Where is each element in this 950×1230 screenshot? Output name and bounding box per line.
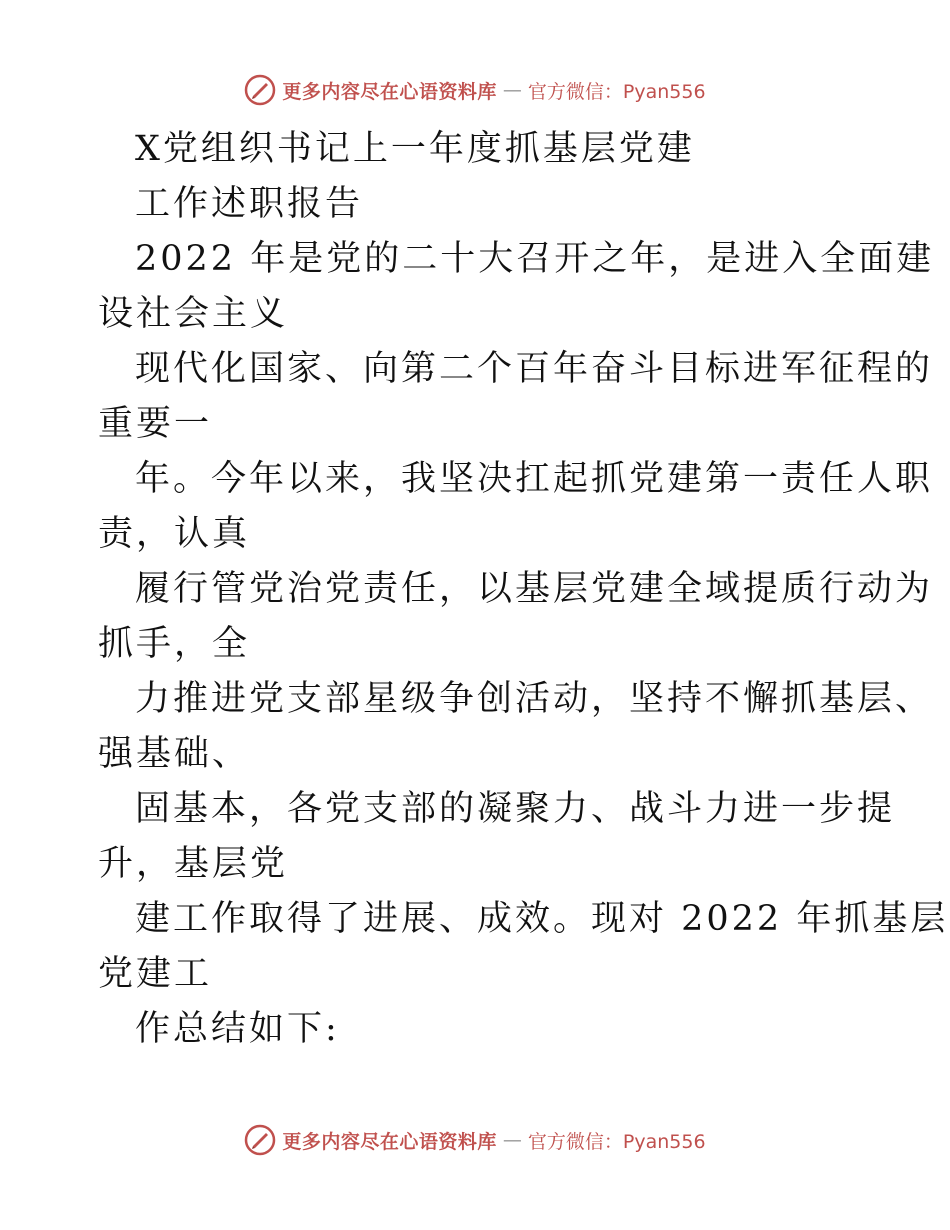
watermark-separator: — [502,1129,522,1151]
doc-line: X党组织书记上一年度抓基层党建 [135,129,695,169]
doc-line: 2022 年是党的二十大召开之年，是进入全面建 [135,239,935,279]
quill-pen-logo-icon [244,74,276,106]
doc-line: 现代化国家、向第二个百年奋斗目标进军征程的 [135,349,934,389]
watermark-text: 更多内容尽在心语资料库 [282,80,497,103]
doc-line: 力推进党支部星级争创活动，坚持不懈抓基层、 [135,679,934,719]
doc-line: 工作述职报告 [135,184,364,224]
watermark-text: 更多内容尽在心语资料库 [282,1130,497,1153]
doc-line: 建工作取得了进展、成效。现对 2022 年抓基层 [135,899,949,939]
doc-line: 党建工 [98,954,213,994]
footer-watermark [0,1120,950,1160]
watermark-contact: 官方微信：Pyan556 [527,80,706,103]
doc-line: 升，基层党 [98,844,289,884]
doc-line: 重要一 [98,404,213,444]
doc-line: 责，认真 [98,514,251,554]
doc-line: 履行管党治党责任，以基层党建全域提质行动为 [135,569,934,609]
doc-line: 固基本，各党支部的凝聚力、战斗力进一步提 [135,789,896,829]
doc-line: 抓手，全 [98,624,251,664]
watermark-contact: 官方微信：Pyan556 [527,1130,706,1153]
doc-line: 强基础、 [98,734,251,774]
quill-pen-logo-icon [244,1124,276,1156]
doc-line: 年。今年以来，我坚决扛起抓党建第一责任人职 [135,459,934,499]
document-body [98,122,949,1057]
doc-line: 设社会主义 [98,294,289,334]
doc-line: 作总结如下: [135,1009,340,1049]
watermark-separator: — [502,79,522,101]
header-watermark [0,70,950,110]
